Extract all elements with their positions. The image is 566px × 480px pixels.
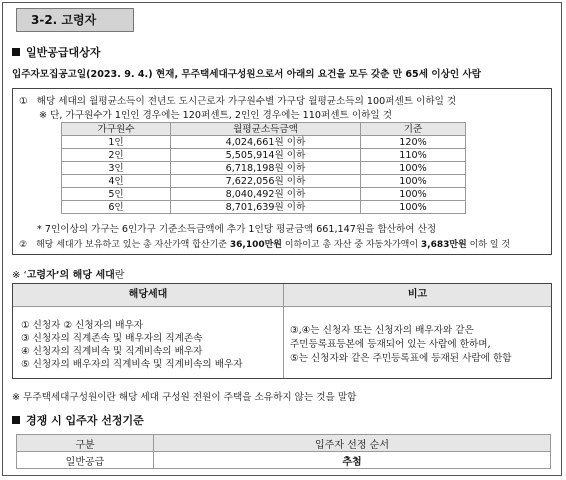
remarks-line-1: ③,④는 신청자 또는 신청자의 배우자와 같은 bbox=[290, 325, 474, 336]
column-divider bbox=[283, 284, 284, 378]
general-supply-cell: 일반공급 bbox=[17, 452, 154, 469]
square-bullet-icon bbox=[12, 48, 20, 56]
criteria-percent: 100% bbox=[361, 201, 466, 214]
table-row bbox=[62, 162, 466, 175]
criteria-percent: 100% bbox=[361, 162, 466, 175]
square-bullet-icon bbox=[12, 416, 20, 424]
table-row bbox=[62, 136, 466, 149]
header-monthly-income: 월평균소득금액 bbox=[171, 123, 361, 136]
requirement-2-text-b: 이하이고 총 자산 중 자동차가액이 bbox=[282, 240, 421, 250]
remarks-line-2: 주민등록표등본에 등재되어 있는 사람에 한하며, bbox=[290, 339, 491, 350]
household-line-3: ④ 신청자의 직계비속 및 직계비속의 배우자 bbox=[21, 346, 203, 357]
elderly-sub-prefix: ※ ‘ bbox=[12, 270, 27, 281]
household-line-1: ① 신청자 ② 신청자의 배우자 bbox=[21, 320, 144, 331]
elderly-sub-tail: 란 bbox=[114, 270, 125, 281]
criteria-percent: 100% bbox=[361, 175, 466, 188]
requirement-2-marker: ② bbox=[19, 240, 28, 250]
section-title: 3-2. 고령자 bbox=[16, 8, 134, 32]
household-column-header: 해당세대 bbox=[13, 284, 283, 306]
requirement-2-text-c: 이하 일 것 bbox=[466, 240, 511, 250]
household-line-4: ⑤ 신청자의 배우자의 직계비속 및 직계비속의 배우자 bbox=[21, 359, 243, 370]
requirement-1-sub: ※ 단, 가구원수가 1인인 경우에는 120퍼센트, 2인인 경우에는 110퍼센트 이하일 것 bbox=[39, 110, 392, 121]
total-asset-limit: 36,100만원 bbox=[229, 240, 282, 250]
income-amount: 4,024,661원 이하 bbox=[171, 136, 361, 149]
table-row bbox=[62, 188, 466, 201]
requirement-1-marker: ① bbox=[19, 96, 28, 107]
homeless-definition-note: ※ 무주택세대구성원이란 해당 세대 구성원 전원이 주택을 소유하지 않는 것을 말함 bbox=[12, 392, 357, 403]
lottery-cell: 추첨 bbox=[154, 452, 551, 469]
household-size: 5인 bbox=[62, 188, 171, 201]
requirement-1 bbox=[19, 93, 456, 107]
criteria-percent: 100% bbox=[361, 188, 466, 201]
requirement-1-text: 해당 세대의 월평균소득이 전년도 도시근로자 가구원수별 가구당 월평균소득의 100퍼센트 이하일 것 bbox=[36, 96, 457, 107]
table-row bbox=[17, 435, 551, 452]
header-divider bbox=[13, 306, 551, 307]
remarks-column-header: 비고 bbox=[284, 284, 551, 306]
income-amount: 6,718,198원 이하 bbox=[171, 162, 361, 175]
category-header: 구분 bbox=[17, 435, 154, 452]
requirement-2-text-a: 해당 세대가 보유하고 있는 총 자산가액 합산기준 bbox=[35, 240, 230, 250]
table-row bbox=[62, 175, 466, 188]
elderly-sub-suffix: ’의 해당 세대 bbox=[55, 270, 115, 281]
household-size: 4인 bbox=[62, 175, 171, 188]
table-row bbox=[62, 149, 466, 162]
competition-heading-text: 경쟁 시 입주자 선정기준 bbox=[26, 414, 144, 427]
household-size: 1인 bbox=[62, 136, 171, 149]
household-size: 2인 bbox=[62, 149, 171, 162]
remarks-line-3: ⑤는 신청자와 같은 주민등록표에 등재된 사람에 한함 bbox=[290, 353, 512, 364]
income-amount: 8,040,492원 이하 bbox=[171, 188, 361, 201]
seven-plus-household-note: * 7인이상의 가구는 6인가구 기준소득금액에 추가 1인당 평균금액 661,147원을 합산하여 산정 bbox=[37, 224, 437, 235]
household-line-2: ③ 신청자의 직계존속 및 배우자의 직계존속 bbox=[21, 333, 203, 344]
competition-heading bbox=[12, 412, 144, 428]
household-table bbox=[12, 283, 552, 379]
income-amount: 8,701,639원 이하 bbox=[171, 201, 361, 214]
table-row bbox=[62, 201, 466, 214]
household-size: 3인 bbox=[62, 162, 171, 175]
requirement-2 bbox=[19, 237, 510, 250]
announcement-notice: 입주자모집공고일(2023. 9. 4.) 현재, 무주택세대구성원으로서 아래의 요건을 모두 갖춘 만 65세 이상인 사람 bbox=[12, 69, 481, 80]
elderly-sub-bold: 고령자 bbox=[26, 270, 56, 281]
selection-criteria-table bbox=[16, 434, 551, 469]
requirements-box bbox=[12, 88, 552, 255]
elderly-household-subheading bbox=[12, 266, 124, 281]
income-table bbox=[61, 122, 466, 214]
income-table-header bbox=[62, 123, 466, 136]
household-size: 6인 bbox=[62, 201, 171, 214]
table-row bbox=[17, 452, 551, 469]
income-amount: 7,622,056원 이하 bbox=[171, 175, 361, 188]
selection-order-header: 입주자 선정 순서 bbox=[154, 435, 551, 452]
header-criteria: 기준 bbox=[361, 123, 466, 136]
vehicle-value-limit: 3,683만원 bbox=[420, 240, 467, 250]
criteria-percent: 120% bbox=[361, 136, 466, 149]
criteria-percent: 110% bbox=[361, 149, 466, 162]
income-amount: 5,505,914원 이하 bbox=[171, 149, 361, 162]
general-supply-heading-text: 일반공급대상자 bbox=[26, 46, 101, 59]
header-household-size: 가구원수 bbox=[62, 123, 171, 136]
general-supply-heading bbox=[12, 44, 100, 60]
